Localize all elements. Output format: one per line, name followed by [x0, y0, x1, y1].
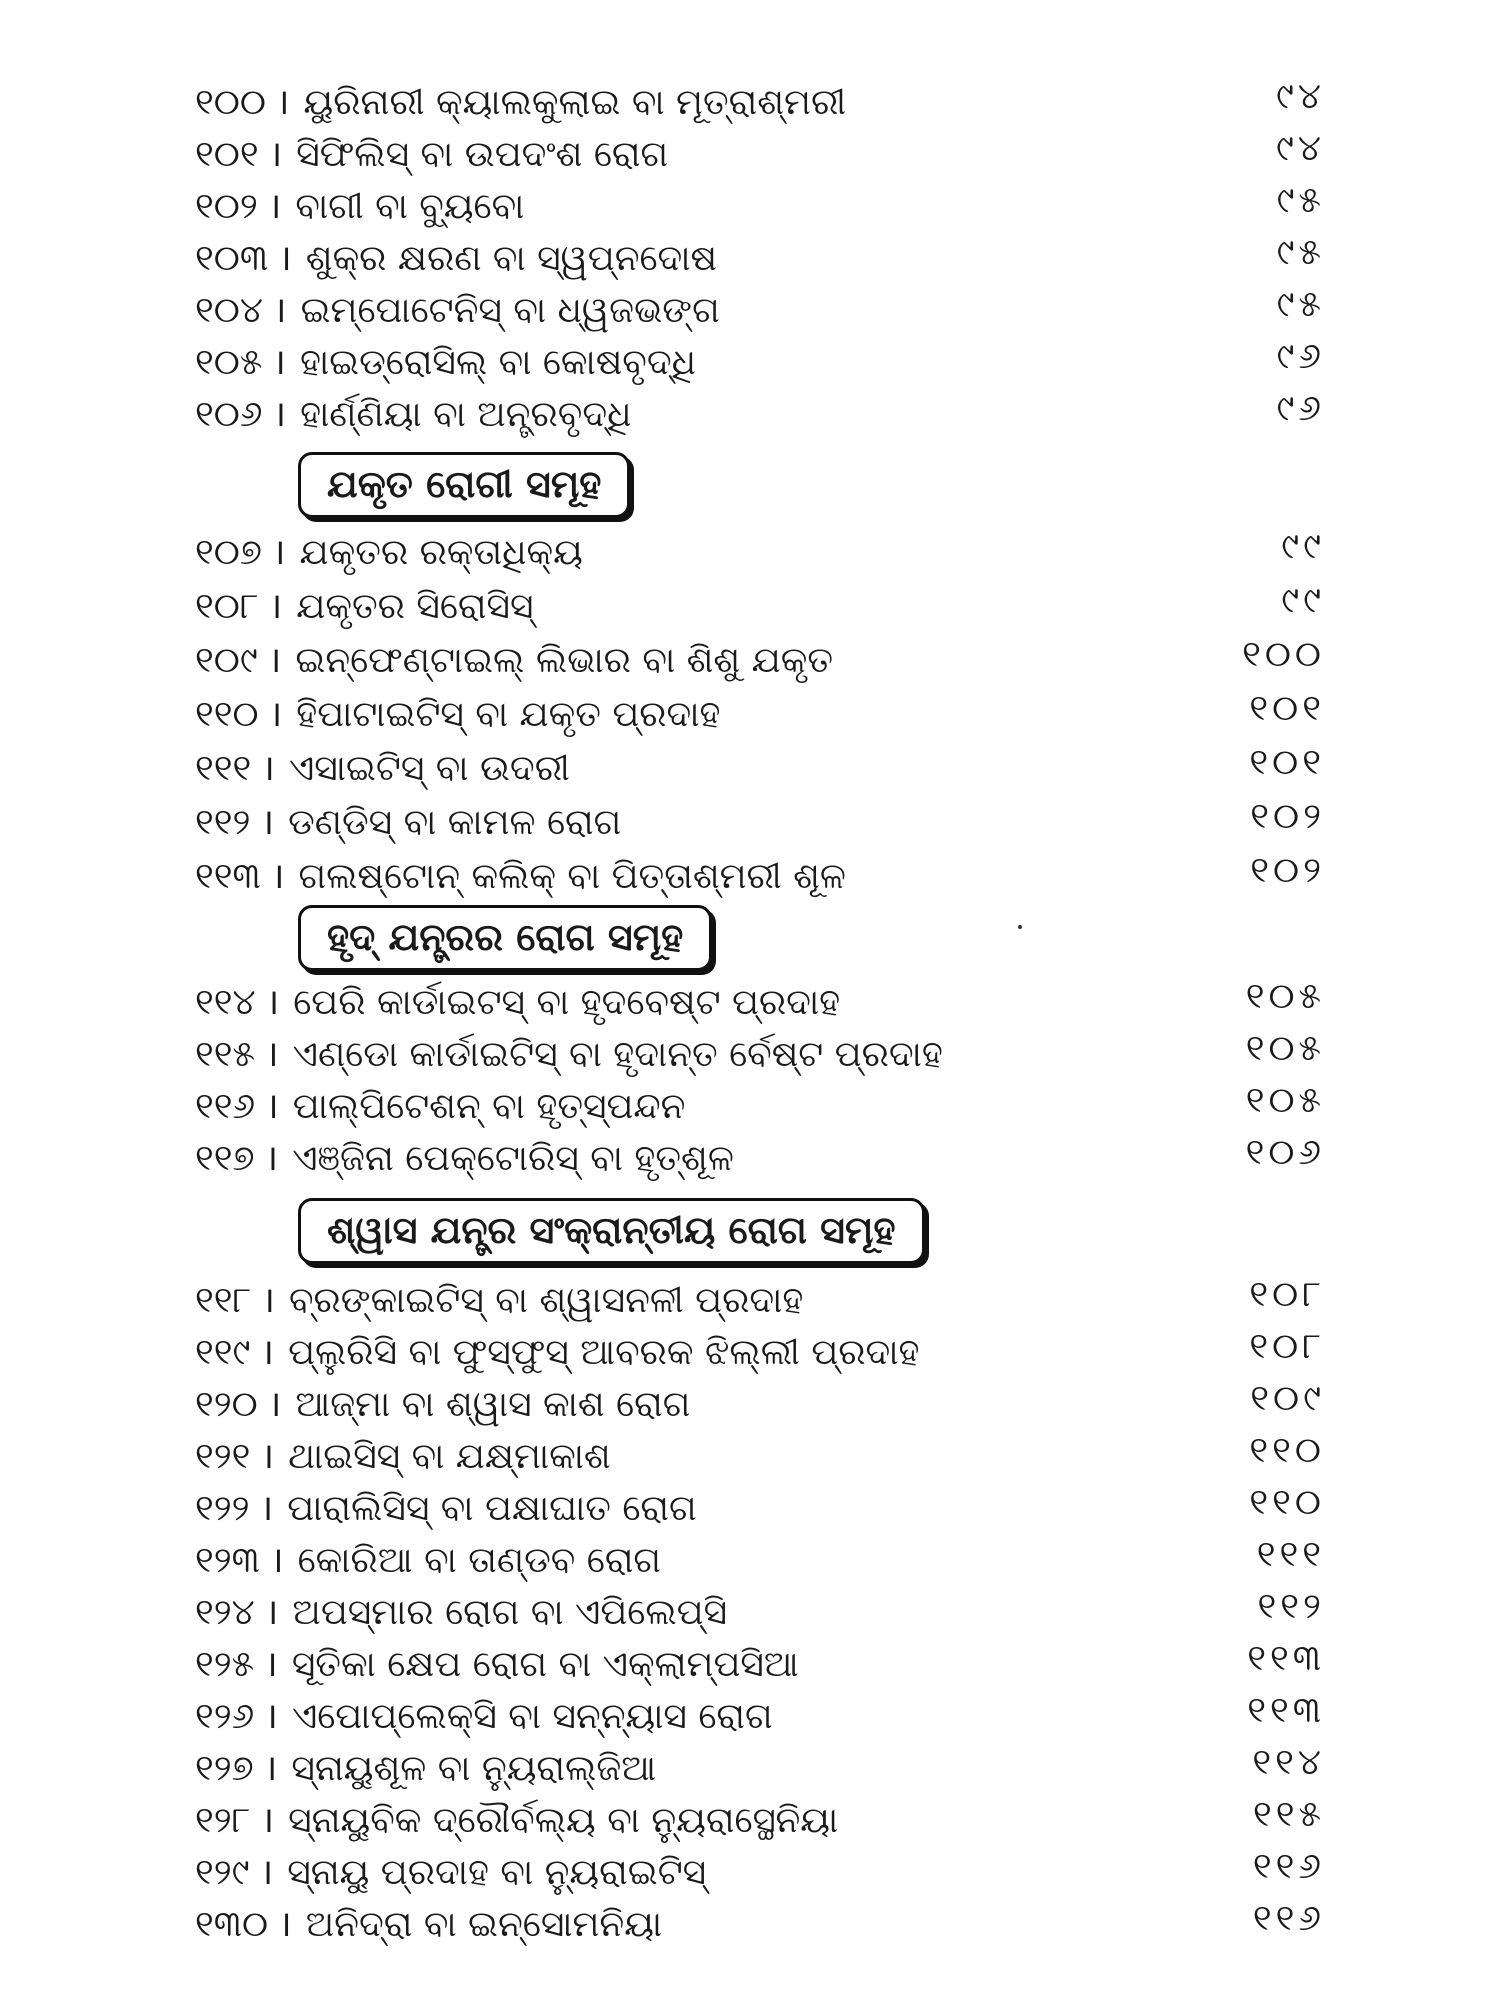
entry-page: ୯୬	[1276, 336, 1325, 377]
entry-number: ୧୧୬	[195, 1086, 256, 1127]
toc-entry: ୧୨୬ । ଏପୋପ୍ଲେକ୍‌ସି ବା ସନ୍ନ୍ୟାସ ରୋଗ ୧୧୩	[195, 1692, 1325, 1742]
entry-page: ୧୦୧	[1249, 688, 1325, 729]
entry-page: ୧୦୫	[1245, 1028, 1325, 1069]
entry-title: ଅପସ୍ମାର ରୋଗ ବା ଏପିଲେପ୍‌ସି	[292, 1592, 728, 1633]
entry-title: ଶୁକ୍ର କ୍ଷରଣ ବା ସ୍ୱପ୍ନଦୋଷ	[305, 238, 718, 279]
entry-title: ବ୍ରଙ୍କାଇଟିସ୍ ବା ଶ୍ୱାସନଳୀ ପ୍ରଦାହ	[288, 1280, 804, 1321]
entry-number: ୧୧୩	[195, 856, 261, 897]
entry-title: ଇମ୍ପୋଟେନିସ୍ ବା ଧ୍ୱଜଭଙ୍ଗ	[300, 290, 720, 331]
toc-entry: ୧୨୫ । ସୂତିକା କ୍ଷେପ ରୋଗ ବା ଏକ୍ଲାମ୍ପସିଆ ୧୧୩	[195, 1640, 1325, 1690]
entry-title: ଏସାଇଟିସ୍ ବା ଉଦରୀ	[288, 748, 570, 789]
entry-title: ପାରାଲିସିସ୍ ବା ପକ୍ଷାଘାତ ରୋଗ	[287, 1488, 697, 1529]
entry-title: ହିପାଟାଇଟିସ୍ ବା ଯକୃତ ପ୍ରଦାହ	[296, 694, 721, 735]
toc-entry: ୧୦୫ । ହାଇଡ୍ରୋସିଲ୍ ବା କୋଷବୃଦ୍ଧି ୯୬	[195, 338, 1325, 388]
entry-page: ୧୦୫	[1245, 976, 1325, 1017]
entry-page: ୧୧୬	[1252, 1846, 1325, 1887]
entry-title: ଇନ୍‌ଫେଣ୍ଟାଇଲ୍ ଲିଭାର ବା ଶିଶୁ ଯକୃତ	[295, 640, 833, 681]
entry-page: ୧୦୯	[1250, 1378, 1325, 1419]
toc-entry: ୧୦୧ । ସିଫିଲିସ୍ ବା ଉପଦଂଶ ରୋଗ ୯୪	[195, 130, 1325, 180]
entry-number: ୧୧୯	[195, 1332, 251, 1373]
entry-title: ଅନିଦ୍ରା ବା ଇନ୍‌ସୋମନିୟା	[305, 1904, 663, 1945]
entry-title: ସୂତିକା କ୍ଷେପ ରୋଗ ବା ଏକ୍ଲାମ୍ପସିଆ	[291, 1644, 799, 1685]
entry-number: ୧୨୮	[195, 1800, 251, 1841]
entry-title: ହାର୍ଣ୍ଣିୟା ବା ଅନ୍ତ୍ରବୃଦ୍ଧି	[300, 394, 632, 435]
toc-entry: ୧୨୨ । ପାରାଲିସିସ୍ ବା ପକ୍ଷାଘାତ ରୋଗ ୧୧୦	[195, 1484, 1325, 1534]
entry-title: ସିଫିଲିସ୍ ବା ଉପଦଂଶ ରୋଗ	[296, 134, 669, 175]
entry-number: ୧୦୮	[195, 586, 259, 627]
entry-page: ୧୦୨	[1250, 850, 1325, 891]
entry-title: ୟୁରିନାରୀ କ୍ୟାଲକୁଲାଇ ବା ମୂତ୍ରାଶ୍ମରୀ	[303, 82, 847, 123]
entry-number: ୧୦୦	[195, 82, 266, 123]
entry-title: ବାଗୀ ବା ବ୍ୟୁବୋ	[295, 186, 525, 227]
toc-entry: ୧୦୬ । ହାର୍ଣ୍ଣିୟା ବା ଅନ୍ତ୍ରବୃଦ୍ଧି ୯୬	[195, 390, 1325, 440]
entry-page: ୧୧୬	[1252, 1898, 1325, 1939]
entry-number: ୧୧୪	[195, 982, 256, 1023]
entry-page: ୧୧୨	[1257, 1586, 1325, 1627]
entry-page: ୧୦୨	[1250, 796, 1325, 837]
entry-number: ୧୨୧	[195, 1436, 251, 1477]
toc-entry: ୧୧୧ । ଏସାଇଟିସ୍ ବା ଉଦରୀ ୧୦୧	[195, 744, 1325, 794]
entry-number: ୧୦୯	[195, 640, 258, 681]
toc-entry: ୧୩୦ । ଅନିଦ୍ରା ବା ଇନ୍‌ସୋମନିୟା ୧୧୬	[195, 1900, 1325, 1950]
toc-entry: ୧୨୯ । ସ୍ନାୟୁ ପ୍ରଦାହ ବା ନ୍ୟୁରାଇଟିସ୍ ୧୧୬	[195, 1848, 1325, 1898]
entry-number: ୧୨୯	[195, 1852, 250, 1893]
entry-title: ଏପୋପ୍ଲେକ୍‌ସି ବା ସନ୍ନ୍ୟାସ ରୋଗ	[291, 1696, 773, 1737]
entry-title: ଯକୃତର ସିରୋସିସ୍	[296, 586, 534, 627]
entry-title: ଆଜ୍‌ମା ବା ଶ୍ୱାସ କାଶ ରୋଗ	[295, 1384, 691, 1425]
toc-entry: ୧୨୦ । ଆଜ୍‌ମା ବା ଶ୍ୱାସ କାଶ ରୋଗ ୧୦୯	[195, 1380, 1325, 1430]
section-heading-respiratory: ଶ୍ୱାସ ଯନ୍ତ୍ର ସଂକ୍ରାନ୍ତୀୟ ରୋଗ ସମୂହ	[298, 1198, 925, 1264]
entry-number: ୧୨୬	[195, 1696, 255, 1737]
entry-page: ୧୧୩	[1247, 1690, 1325, 1731]
entry-title: ସ୍ନାୟୁବିକ ଦ୍ରୌର୍ବଲ୍ୟ ବା ନ୍ୟୁରାସ୍ଥେନିୟା	[288, 1800, 839, 1841]
entry-page: ୯୫	[1276, 284, 1325, 325]
entry-number: ୧୧୦	[195, 694, 259, 735]
entry-title: ଡଣ୍ଡିସ୍ ବା କାମଳ ରୋଗ	[288, 802, 622, 843]
entry-page: ୧୧୦	[1249, 1430, 1325, 1471]
toc-entry: ୧୦୪ । ଇମ୍ପୋଟେନିସ୍ ବା ଧ୍ୱଜଭଙ୍ଗ ୯୫	[195, 286, 1325, 336]
entry-number: ୧୦୨	[195, 186, 258, 227]
entry-page: ୧୧୩	[1247, 1638, 1325, 1679]
toc-entry: ୧୨୧ । ଥାଇସିସ୍ ବା ଯକ୍ଷ୍ମାକାଶ ୧୧୦	[195, 1432, 1325, 1482]
entry-number: ୧୨୫	[195, 1644, 255, 1685]
toc-entry: ୧୨୩ । କୋରିଆ ବା ତାଣ୍ଡବ ରୋଗ ୧୧୧	[195, 1536, 1325, 1586]
entry-number: ୧୨୨	[195, 1488, 250, 1529]
entry-title: ଏଞ୍ଜିନା ପେକ୍‌ଟୋରିସ୍ ବା ହୃତ୍‌ଶୂଳ	[292, 1138, 734, 1179]
entry-number: ୧୦୫	[195, 342, 263, 383]
entry-number: ୧୧୧	[195, 748, 252, 789]
entry-number: ୧୧୭	[195, 1138, 255, 1179]
entry-page: ୧୦୫	[1245, 1080, 1325, 1121]
entry-page: ୧୦୮	[1249, 1326, 1325, 1367]
entry-page: ୧୧୫	[1253, 1794, 1325, 1835]
entry-page: ୧୧୧	[1256, 1534, 1325, 1575]
entry-page: ୧୦୬	[1245, 1132, 1325, 1173]
entry-page: ୯୪	[1276, 76, 1325, 117]
toc-entry: ୧୧୯ । ପ୍ଲୁରିସି ବା ଫୁସ୍‌ଫୁସ୍ ଆବରକ ଝିଲ୍ଲୀ ପ୍ରଦାହ ୧୦୮	[195, 1328, 1325, 1378]
entry-title: ସ୍ନାୟୁ ପ୍ରଦାହ ବା ନ୍ୟୁରାଇଟିସ୍	[287, 1852, 707, 1893]
entry-title: କୋରିଆ ବା ତାଣ୍ଡବ ରୋଗ	[297, 1540, 662, 1581]
toc-entry: ୧୧୮ । ବ୍ରଙ୍କାଇଟିସ୍ ବା ଶ୍ୱାସନଳୀ ପ୍ରଦାହ ୧୦୮	[195, 1276, 1325, 1326]
entry-number: ୧୩୦	[195, 1904, 269, 1945]
entry-title: ପାଲ୍‌ପିଟେଶନ୍ ବା ହୃତ୍‌ସ୍ପନ୍ଦନ	[292, 1086, 686, 1127]
entry-title: ପ୍ଲୁରିସି ବା ଫୁସ୍‌ଫୁସ୍ ଆବରକ ଝିଲ୍ଲୀ ପ୍ରଦାହ	[288, 1332, 920, 1373]
entry-number: ୧୦୪	[195, 290, 263, 331]
entry-page: ୧୧୪	[1252, 1742, 1325, 1783]
toc-entry: ୧୦୦ । ୟୁରିନାରୀ କ୍ୟାଲକୁଲାଇ ବା ମୂତ୍ରାଶ୍ମରୀ ୯୪	[195, 78, 1325, 128]
toc-entry: ୧୧୨ । ଡଣ୍ଡିସ୍ ବା କାମଳ ରୋଗ ୧୦୨	[195, 798, 1325, 848]
entry-title: ଏଣ୍ଡୋ କାର୍ଡାଇଟିସ୍ ବା ହୃଦାନ୍ତ ର୍ବେଷ୍ଟ ପ୍ରଦାହ	[292, 1034, 943, 1075]
entry-title: ପେରି କାର୍ଡାଇଟସ୍ ବା ହୃଦବେଷ୍ଟ ପ୍ରଦାହ	[293, 982, 841, 1023]
entry-title: ଯକୃତର ରକ୍ତାଧିକ୍ୟ	[299, 532, 583, 573]
entry-number: ୧୨୭	[195, 1748, 254, 1789]
entry-number: ୧୦୭	[195, 532, 262, 573]
section-heading-liver: ଯକୃତ ରୋଗୀ ସମୂହ	[298, 452, 630, 518]
toc-entry: ୧୦୮ । ଯକୃତର ସିରୋସିସ୍ ୯୯	[195, 582, 1325, 632]
entry-number: ୧୦୩	[195, 238, 269, 279]
entry-number: ୧୧୨	[195, 802, 251, 843]
entry-number: ୧୨୦	[195, 1384, 258, 1425]
entry-title: ଥାଇସିସ୍ ବା ଯକ୍ଷ୍ମାକାଶ	[288, 1436, 611, 1477]
toc-entry: ୧୧୬ । ପାଲ୍‌ପିଟେଶନ୍ ବା ହୃତ୍‌ସ୍ପନ୍ଦନ ୧୦୫	[195, 1082, 1325, 1132]
entry-page: ୧୦୦	[1242, 634, 1325, 675]
entry-page: ୯୫	[1276, 232, 1325, 273]
toc-entry: ୧୧୭ । ଏଞ୍ଜିନା ପେକ୍‌ଟୋରିସ୍ ବା ହୃତ୍‌ଶୂଳ ୧୦୬	[195, 1134, 1325, 1184]
toc-entry: ୧୦୭ । ଯକୃତର ରକ୍ତାଧିକ୍ୟ ୯୯	[195, 528, 1325, 578]
toc-entry: ୧୦୯ । ଇନ୍‌ଫେଣ୍ଟାଇଲ୍ ଲିଭାର ବା ଶିଶୁ ଯକୃତ ୧୦୦	[195, 636, 1325, 686]
toc-entry: ୧୨୮ । ସ୍ନାୟୁବିକ ଦ୍ରୌର୍ବଲ୍ୟ ବା ନ୍ୟୁରାସ୍ଥେନିୟା ୧୧୫	[195, 1796, 1325, 1846]
entry-page: ୧୧୦	[1249, 1482, 1325, 1523]
toc-entry: ୧୧୦ । ହିପାଟାଇଟିସ୍ ବା ଯକୃତ ପ୍ରଦାହ ୧୦୧	[195, 690, 1325, 740]
entry-page: ୯୬	[1276, 388, 1325, 429]
entry-number: ୧୨୩	[195, 1540, 260, 1581]
section-heading-heart: ହୃଦ୍ ଯନ୍ତ୍ରର ରୋଗ ସମୂହ	[298, 905, 712, 971]
entry-title: ହାଇଡ୍ରୋସିଲ୍ ବା କୋଷବୃଦ୍ଧି	[299, 342, 696, 383]
entry-page: ୯୪	[1276, 128, 1325, 169]
entry-title: ଗଲଷ୍ଟୋନ୍ କଲିକ୍ ବା ପିତ୍ତାଶ୍ମରୀ ଶୂଳ	[298, 856, 846, 897]
toc-entry: ୧୦୨ । ବାଗୀ ବା ବ୍ୟୁବୋ ୯୫	[195, 182, 1325, 232]
toc-entry: ୧୦୩ । ଶୁକ୍ର କ୍ଷରଣ ବା ସ୍ୱପ୍ନଦୋଷ ୯୫	[195, 234, 1325, 284]
entry-page: ୧୦୧	[1249, 742, 1325, 783]
entry-page: ୯୯	[1281, 526, 1325, 567]
print-speck	[1018, 925, 1022, 929]
entry-number: ୧୦୧	[195, 134, 259, 175]
toc-entry: ୧୨୭ । ସ୍ନାୟୁଶୂଳ ବା ନ୍ୟୁରାଲ୍‌ଜିଆ ୧୧୪	[195, 1744, 1325, 1794]
entry-title: ସ୍ନାୟୁଶୂଳ ବା ନ୍ୟୁରାଲ୍‌ଜିଆ	[291, 1748, 657, 1789]
entry-page: ୯୯	[1281, 580, 1325, 621]
entry-number: ୧୧୮	[195, 1280, 252, 1321]
toc-entry: ୧୧୫ । ଏଣ୍ଡୋ କାର୍ଡାଇଟିସ୍ ବା ହୃଦାନ୍ତ ର୍ବେଷ୍ଟ ପ୍ରଦାହ ୧୦୫	[195, 1030, 1325, 1080]
toc-entry: ୧୧୩ । ଗଲଷ୍ଟୋନ୍ କଲିକ୍ ବା ପିତ୍ତାଶ୍ମରୀ ଶୂଳ ୧୦୨	[195, 852, 1325, 902]
toc-entry: ୧୧୪ । ପେରି କାର୍ଡାଇଟସ୍ ବା ହୃଦବେଷ୍ଟ ପ୍ରଦାହ ୧୦୫	[195, 978, 1325, 1028]
entry-number: ୧୨୪	[195, 1592, 255, 1633]
entry-page: ୧୦୮	[1249, 1274, 1325, 1315]
entry-number: ୧୧୫	[195, 1034, 255, 1075]
toc-entry: ୧୨୪ । ଅପସ୍ମାର ରୋଗ ବା ଏପିଲେପ୍‌ସି ୧୧୨	[195, 1588, 1325, 1638]
entry-number: ୧୦୬	[195, 394, 263, 435]
entry-page: ୯୫	[1276, 180, 1325, 221]
